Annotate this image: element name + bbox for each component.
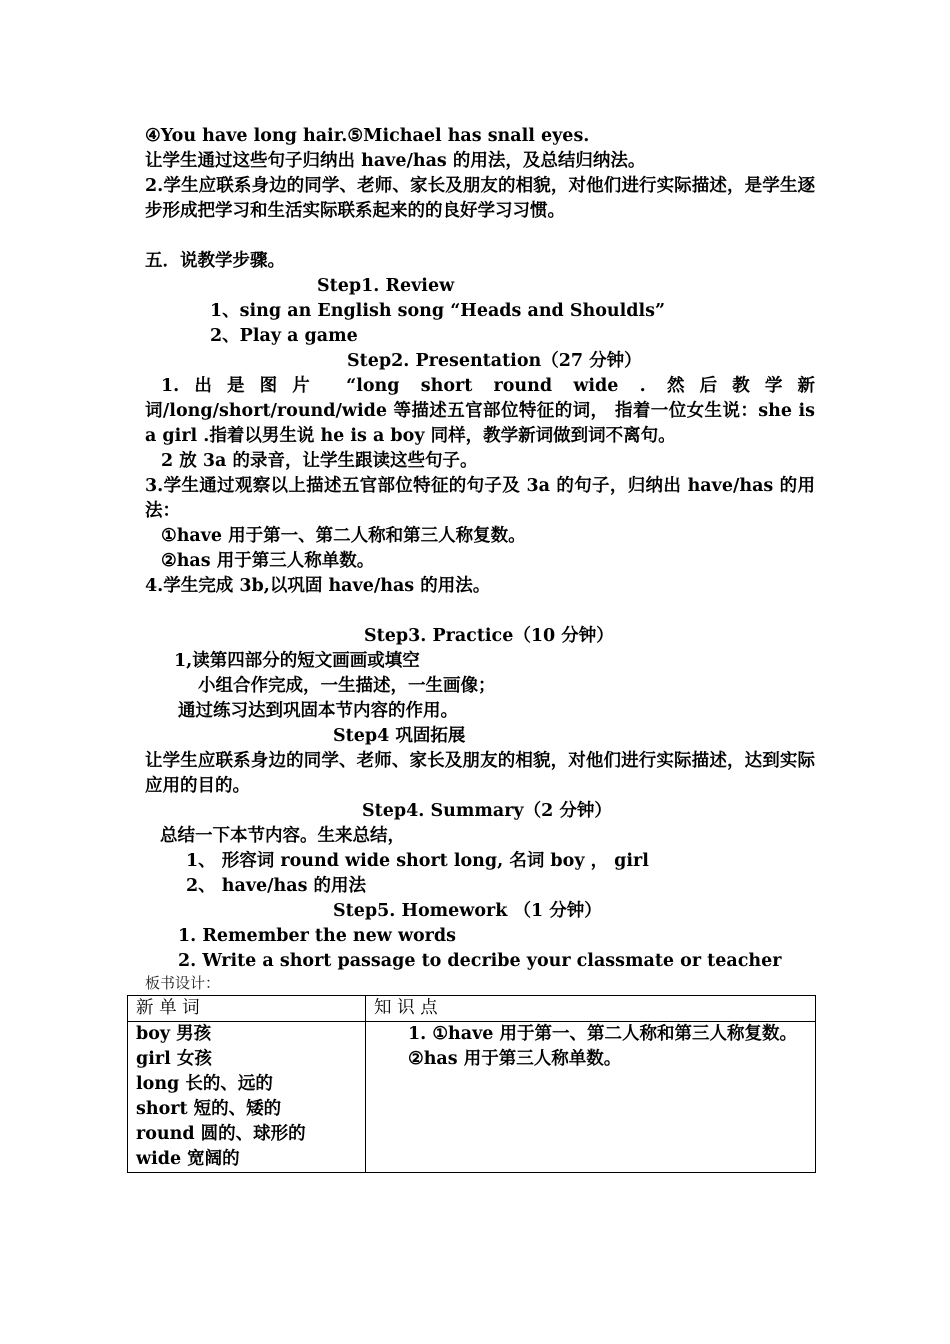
list-item: 2. Write a short passage to decribe your classmate or teacher: [178, 951, 782, 971]
points-cell: [366, 1022, 816, 1173]
list-item: 1、 形容词 round wide short long, 名词 boy ， girl: [186, 851, 649, 871]
step-heading: Step1. Review: [317, 276, 455, 296]
words-header: 新 单 词: [128, 996, 366, 1022]
text-paragraph: 1.出是图片 “long short round wide . 然后教学新词/long/short/round/wide 等描述五官部位特征的词， 指着一位女生说：she is a girl .指着以男生说 he is a boy 同样，教学新词做到词不离句。: [145, 376, 815, 446]
point-item: ②has 用于第三人称单数。: [408, 1049, 622, 1069]
text-paragraph: 3.学生通过观察以上描述五官部位特征的句子及 3a 的句子，归纳出 have/has 的用法：: [145, 476, 815, 521]
board-table: [127, 995, 816, 1173]
text-line: ①have 用于第一、第二人称和第三人称复数。: [161, 526, 526, 546]
text-line: 通过练习达到巩固本节内容的作用。: [178, 701, 458, 721]
word-item: round 圆的、球形的: [136, 1124, 306, 1144]
text-line: 4.学生完成 3b,以巩固 have/has 的用法。: [145, 576, 491, 596]
list-item: 2、Play a game: [210, 326, 358, 346]
step-heading: Step3. Practice（10 分钟）: [364, 626, 614, 646]
step-heading: Step4. Summary（2 分钟）: [362, 801, 612, 821]
text-line: ②has 用于第三人称单数。: [161, 551, 375, 571]
word-item: girl 女孩: [136, 1049, 212, 1069]
text-line: 让学生通过这些句子归纳出 have/has 的用法，及总结归纳法。: [145, 151, 646, 171]
points-header: 知 识 点: [366, 996, 816, 1022]
step-heading: Step5. Homework （1 分钟）: [333, 901, 602, 921]
word-item: long 长的、远的: [136, 1074, 273, 1094]
word-item: wide 宽阔的: [136, 1149, 240, 1169]
text-line: ④You have long hair.⑤Michael has snall eyes.: [145, 126, 590, 146]
list-item: 2、 have/has 的用法: [186, 876, 367, 896]
text-line: 1,读第四部分的短文画画或填空: [174, 651, 420, 671]
step-heading: Step4 巩固拓展: [333, 726, 466, 746]
list-item: 1. Remember the new words: [178, 926, 456, 946]
section-heading: 五．说教学步骤。: [145, 251, 285, 271]
step-heading: Step2. Presentation（27 分钟）: [347, 351, 642, 371]
point-item: 1. ①have 用于第一、第二人称和第三人称复数。: [408, 1024, 798, 1044]
text-line: 总结一下本节内容。生来总结，: [160, 826, 405, 846]
word-item: boy 男孩: [136, 1024, 212, 1044]
text-paragraph: 让学生应联系身边的同学、老师、家长及朋友的相貌，对他们进行实际描述，达到实际应用的目的。: [145, 751, 815, 796]
list-item: 1、sing an English song “Heads and Shouldls”: [210, 301, 666, 321]
text-line: 2 放 3a 的录音，让学生跟读这些句子。: [161, 451, 478, 471]
board-caption: 板书设计：: [145, 974, 221, 992]
words-cell: [128, 1022, 366, 1173]
text-line: 小组合作完成，一生描述，一生画像；: [198, 676, 496, 696]
text-paragraph: 2.学生应联系身边的同学、老师、家长及朋友的相貌，对他们进行实际描述，是学生逐步形成把学习和生活实际联系起来的的良好学习习惯。: [145, 176, 815, 221]
word-item: short 短的、矮的: [136, 1099, 282, 1119]
